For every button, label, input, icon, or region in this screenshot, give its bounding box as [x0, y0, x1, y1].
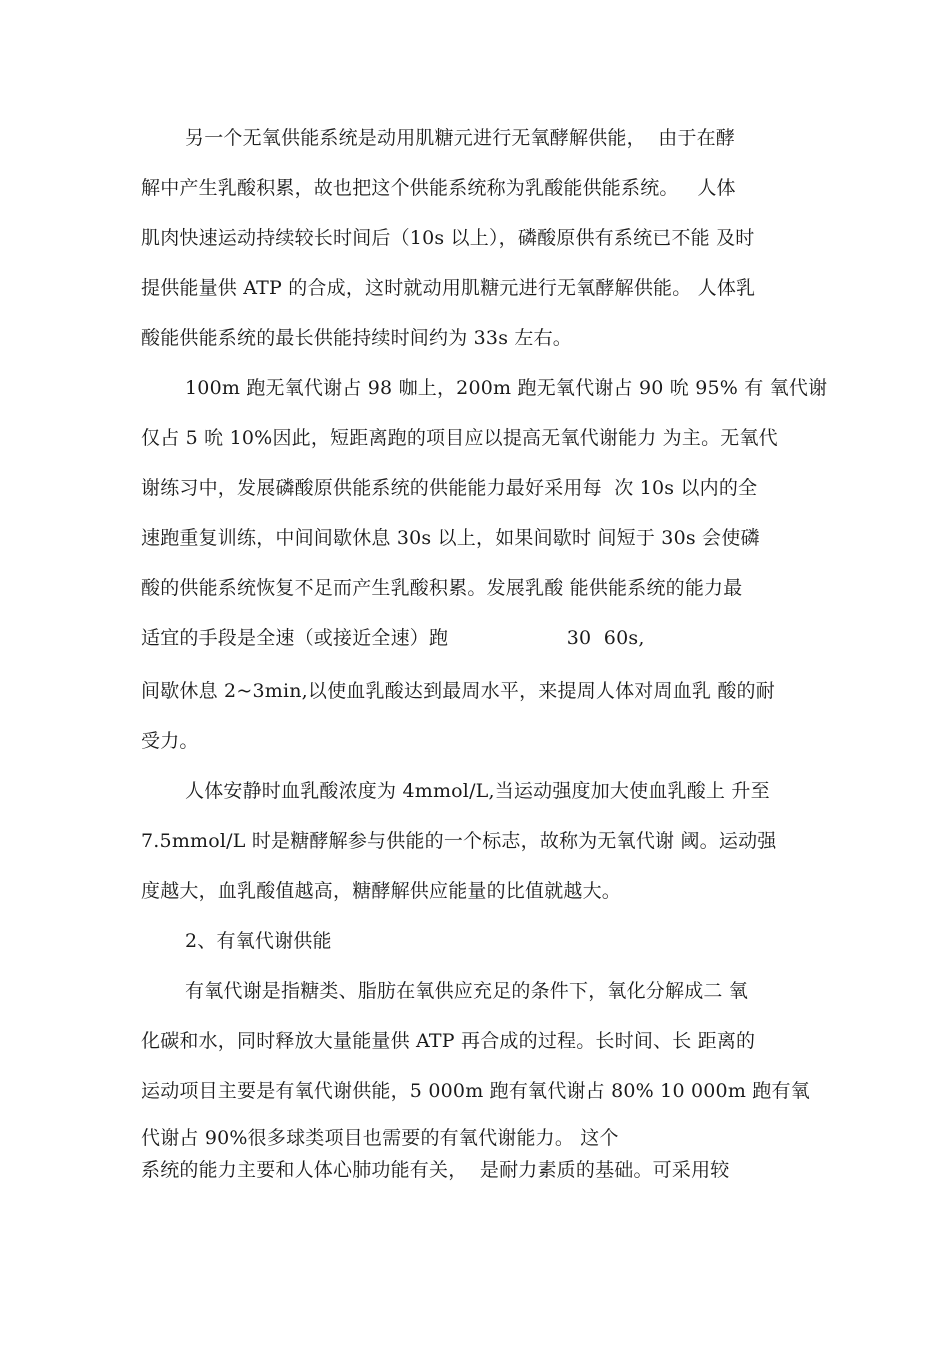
- text-line: 系统的能力主要和人体心肺功能有关， 是耐力素质的基础。可采用较: [141, 1159, 730, 1181]
- text-line: 运动项目主要是有氧代谢供能，5 000m 跑有氧代谢占 80% 10 000m 跑有氧: [141, 1080, 810, 1102]
- text-line: 度越大，血乳酸值越高，糖酵解供应能量的比值就越大。: [141, 880, 622, 902]
- text-line: 另一个无氧供能系统是动用肌糖元进行无氧酵解供能， 由于在酵: [185, 127, 736, 149]
- text-line: 7.5mmol/L 时是糖酵解参与供能的一个标志，故称为无氧代谢 阈。运动强: [141, 830, 777, 852]
- text-line: 谢练习中，发展磷酸原供能系统的供能能力最好采用每 次 10s 以内的全: [141, 477, 758, 499]
- text-line: 酸能供能系统的最长供能持续时间约为 33s 左右。: [141, 327, 573, 349]
- text-line: 人体安静时血乳酸浓度为 4mmol/L,当运动强度加大使血乳酸上 升至: [185, 780, 770, 802]
- text-line: 受力。: [141, 730, 199, 752]
- text-line: 酸的供能系统恢复不足而产生乳酸积累。发展乳酸 能供能系统的能力最: [141, 577, 743, 599]
- text-line: 仅占 5 吮 10%因此，短距离跑的项目应以提高无氧代谢能力 为主。无氧代: [141, 427, 778, 449]
- text-line: 100m 跑无氧代谢占 98 咖上，200m 跑无氧代谢占 90 吮 95% 有 氧代谢: [185, 377, 828, 399]
- text-line: 提供能量供 ATP 的合成，这时就动用肌糖元进行无氧酵解供能。 人体乳: [141, 277, 756, 299]
- text-line: 肌肉快速运动持续较长时间后（10s 以上），磷酸原供有系统已不能 及时: [141, 227, 755, 249]
- text-line: 代谢占 90%很多球类项目也需要的有氧代谢能力。 这个: [141, 1127, 619, 1149]
- text-line: 有氧代谢是指糖类、脂肪在氧供应充足的条件下，氧化分解成二 氧: [185, 980, 749, 1002]
- text-line: 适宜的手段是全速（或接近全速）跑 30 60s,: [141, 627, 645, 649]
- text-line: 解中产生乳酸积累，故也把这个供能系统称为乳酸能供能系统。 人体: [141, 177, 736, 199]
- text-line: 速跑重复训练，中间间歇休息 30s 以上，如果间歇时 间短于 30s 会使磷: [141, 527, 760, 549]
- text-line: 间歇休息 2~3min,以使血乳酸达到最周水平，来提周人体对周血乳 酸的耐: [141, 680, 775, 702]
- section-heading: 2、有氧代谢供能: [185, 930, 332, 952]
- text-line: 化碳和水，同时释放大量能量供 ATP 再合成的过程。长时间、长 距离的: [141, 1030, 756, 1052]
